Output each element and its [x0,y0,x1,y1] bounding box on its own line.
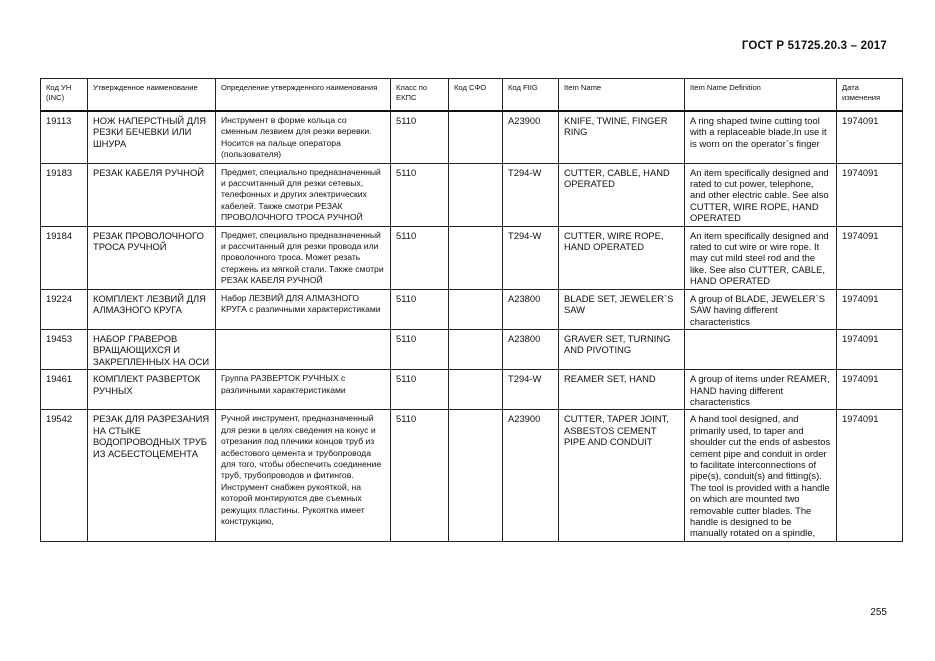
col-header-class: Класс по ЕКПС [391,79,449,112]
cell-date: 1974091 [837,111,903,163]
cell-definition: Ручной инструмент, предназначенный для резки в целях сведения на конус и отрезания под плечики концов труб из асбестового цемента и трубопровода для того, чтобы обеспечить соединение труб, трубопроводов и фитингов. Инструмент снабжен рукояткой, на которой монтируются две съемных режущих пластины. Рукоятка имеет конструкцию, [216,410,391,541]
cell-item-definition: A ring shaped twine cutting tool with a replaceable blade.In use it is worn on the operator`s finger [685,111,837,163]
col-header-inc: Код УН (INC) [41,79,88,112]
cell-fiig: T294-W [503,163,559,226]
table-row [41,289,903,329]
page-number: 255 [870,607,887,618]
col-header-date: Дата изменения [837,79,903,112]
cell-definition: Инструмент в форме кольца со сменным лезвием для резки веревки. Носится на пальце оператора (пользователя) [216,111,391,163]
col-header-item-name: Item Name [559,79,685,112]
cell-date: 1974091 [837,370,903,410]
cell-fiig: T294-W [503,370,559,410]
cell-item-definition: A group of items under REAMER, HAND having different characteristics [685,370,837,410]
cell-sfo [449,410,503,541]
cell-item-name: CUTTER, TAPER JOINT, ASBESTOS CEMENT PIPE AND CONDUIT [559,410,685,541]
col-header-definition: Определение утвержденного наименования [216,79,391,112]
cell-fiig: A23900 [503,111,559,163]
col-header-approved-name: Утвержденное наименование [88,79,216,112]
cell-approved-name: РЕЗАК ПРОВОЛОЧНОГО ТРОСА РУЧНОЙ [88,226,216,289]
cell-inc: 19453 [41,329,88,369]
cell-inc: 19184 [41,226,88,289]
cell-inc: 19542 [41,410,88,541]
cell-class: 5110 [391,163,449,226]
cell-class: 5110 [391,289,449,329]
cell-definition: Предмет, специально предназначенный и рассчитанный для резки провода или проволочного троса. Может резать стержень из мягкой стали. Также смотри РЕЗАК КАБЕЛЯ РУЧНОЙ [216,226,391,289]
cell-item-name: KNIFE, TWINE, FINGER RING [559,111,685,163]
table-row [41,163,903,226]
cell-sfo [449,329,503,369]
table-row [41,111,903,163]
col-header-fiig: Код FIIG [503,79,559,112]
cell-inc: 19113 [41,111,88,163]
cell-approved-name: РЕЗАК ДЛЯ РАЗРЕЗАНИЯ НА СТЫКЕ ВОДОПРОВОДНЫХ ТРУБ ИЗ АСБЕСТОЦЕМЕНТА [88,410,216,541]
cell-fiig: A23800 [503,329,559,369]
cell-class: 5110 [391,329,449,369]
cell-date: 1974091 [837,410,903,541]
cell-class: 5110 [391,226,449,289]
cell-inc: 19183 [41,163,88,226]
cell-item-name: BLADE SET, JEWELER`S SAW [559,289,685,329]
col-header-item-definition: Item Name Definition [685,79,837,112]
cell-approved-name: КОМПЛЕКТ РАЗВЕРТОК РУЧНЫХ [88,370,216,410]
table-row [41,329,903,369]
classification-table [40,78,903,542]
cell-approved-name: КОМПЛЕКТ ЛЕЗВИЙ ДЛЯ АЛМАЗНОГО КРУГА [88,289,216,329]
cell-item-name: CUTTER, CABLE, HAND OPERATED [559,163,685,226]
cell-date: 1974091 [837,289,903,329]
cell-sfo [449,289,503,329]
cell-item-definition [685,329,837,369]
cell-definition: Набор ЛЕЗВИЙ ДЛЯ АЛМАЗНОГО КРУГА с различными характеристиками [216,289,391,329]
cell-definition [216,329,391,369]
cell-inc: 19224 [41,289,88,329]
cell-fiig: A23900 [503,410,559,541]
document-title: ГОСТ Р 51725.20.3 – 2017 [741,40,887,52]
cell-date: 1974091 [837,226,903,289]
cell-sfo [449,111,503,163]
cell-item-definition: A hand tool designed, and primarily used, to taper and shoulder cut the ends of asbestos cement pipe and conduit in order to facilitate interconnections of pipe(s), conduit(s) and fitting(s). The tool is provided with a handle on which are mounted two removable cutter blades. The handle is designed to be manually rotated on a spindle, [685,410,837,541]
cell-item-name: GRAVER SET, TURNING AND PIVOTING [559,329,685,369]
cell-inc: 19461 [41,370,88,410]
cell-date: 1974091 [837,329,903,369]
cell-item-definition: An item specifically designed and rated to cut wire or wire rope. It may cut mild steel rod and the like. See also CUTTER, CABLE, HAND OPERATED [685,226,837,289]
cell-item-definition: An item specifically designed and rated to cut power, telephone, and other electric cable. See also CUTTER, WIRE ROPE, HAND OPERATED [685,163,837,226]
cell-date: 1974091 [837,163,903,226]
cell-definition: Предмет, специально предназначенный и рассчитанный для резки сетевых, телефонных и других электрических кабелей. Также смотри РЕЗАК ПРОВОЛОЧНОГО ТРОСА РУЧНОЙ [216,163,391,226]
cell-class: 5110 [391,111,449,163]
table-row [41,226,903,289]
cell-definition: Группа РАЗВЕРТОК РУЧНЫХ с различными характеристиками [216,370,391,410]
cell-item-name: CUTTER, WIRE ROPE, HAND OPERATED [559,226,685,289]
table-row [41,370,903,410]
cell-class: 5110 [391,410,449,541]
cell-item-name: REAMER SET, HAND [559,370,685,410]
cell-sfo [449,370,503,410]
cell-approved-name: НАБОР ГРАВЕРОВ ВРАЩАЮЩИХСЯ И ЗАКРЕПЛЕННЫХ НА ОСИ [88,329,216,369]
table-row [41,410,903,541]
cell-fiig: A23800 [503,289,559,329]
cell-approved-name: НОЖ НАПЕРСТНЫЙ ДЛЯ РЕЗКИ БЕЧЕВКИ ИЛИ ШНУРА [88,111,216,163]
cell-approved-name: РЕЗАК КАБЕЛЯ РУЧНОЙ [88,163,216,226]
cell-item-definition: A group of BLADE, JEWELER`S SAW having different characteristics [685,289,837,329]
table-header-row [41,79,903,112]
col-header-sfo: Код СФО [449,79,503,112]
cell-fiig: T294-W [503,226,559,289]
cell-class: 5110 [391,370,449,410]
cell-sfo [449,163,503,226]
cell-sfo [449,226,503,289]
